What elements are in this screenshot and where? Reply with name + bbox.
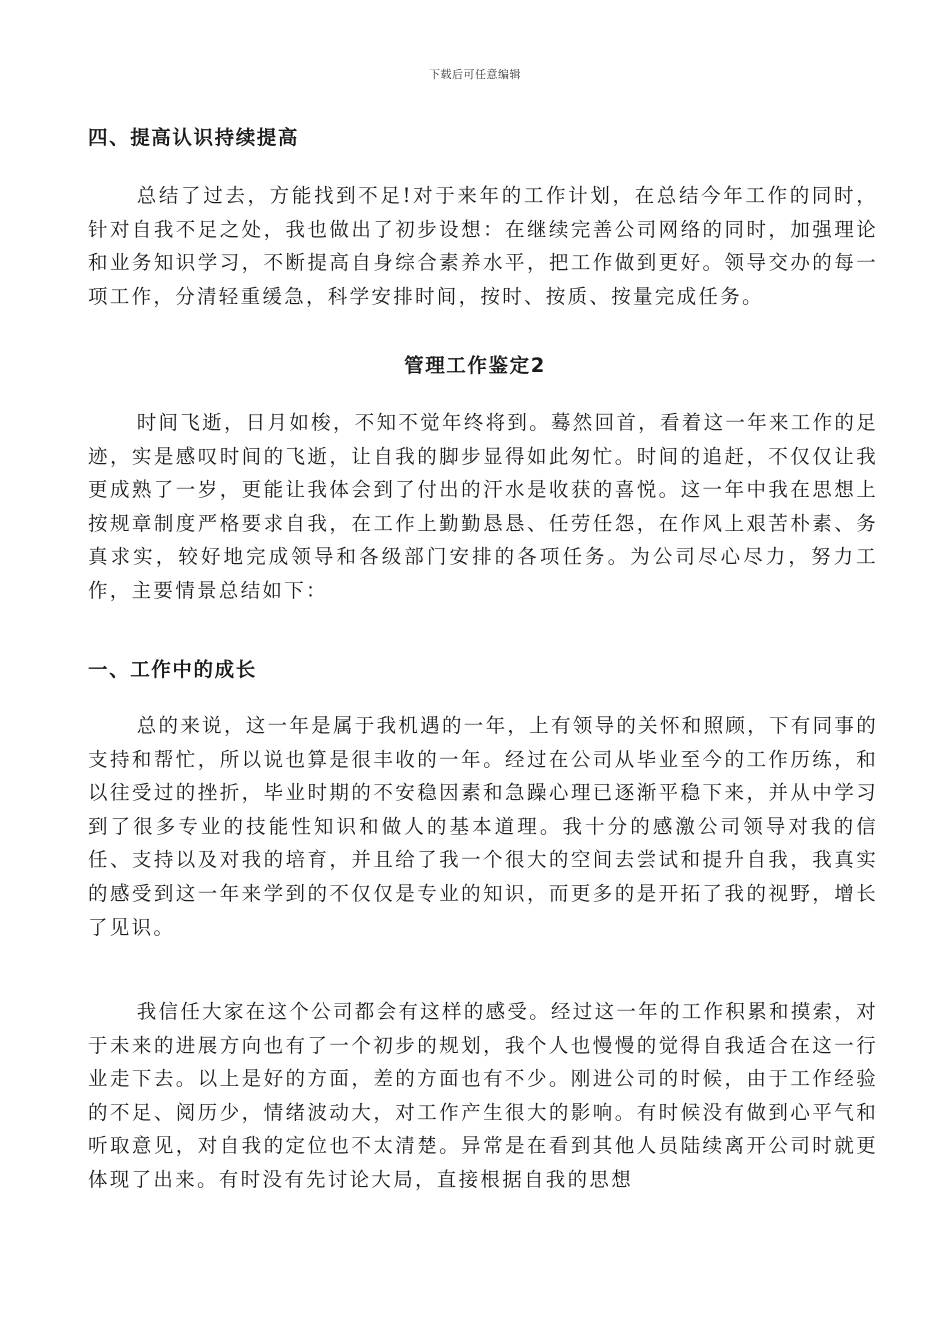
section-1-paragraph-1: 总的来说，这一年是属于我机遇的一年，上有领导的关怀和照顾，下有同事的支持和帮忙，所以说也算是很丰收的一年。经过在公司从毕业至今的工作历练，和以往受过的挫折，毕业时期的不安稳因素和急躁心理已逐渐平稳下来，并从中学习到了很多专业的技能性知识和做人的基本道理。我十分的感激公司领导对我的信任、支持以及对我的培育，并且给了我一个很大的空间去尝试和提升自我，我真实的感受到这一年来学到的不仅仅是专业的知识，而更多的是开拓了我的视野，增长了见识。 [88,714,878,939]
section-4-paragraph: 总结了过去，方能找到不足!对于来年的工作计划，在总结今年工作的同时，针对自我不足之处，我也做出了初步设想：在继续完善公司网络的同时，加强理论和业务知识学习，不断提高自身综合素养水平，把工作做到更好。领导交办的每一项工作，分清轻重缓急，科学安排时间，按时、按质、按量完成任务。 [88,184,878,308]
document-title: 管理工作鉴定2 [404,354,546,377]
section-4-heading: 四、提高认识持续提高 [88,126,300,149]
section-1-heading: 一、工作中的成长 [88,658,257,681]
page-header-note: 下载后可任意编辑 [429,68,521,81]
section-1-paragraph-2: 我信任大家在这个公司都会有这样的感受。经过这一年的工作积累和摸索，对于未来的进展方向也有了一个初步的规划，我个人也慢慢的觉得自我适合在这一行业走下去。以上是好的方面，差的方面也有不少。刚进公司的时候，由于工作经验的不足、阅历少，情绪波动大，对工作产生很大的影响。有时候没有做到心平气和听取意见，对自我的定位也不太清楚。异常是在看到其他人员陆续离开公司时就更体现了出来。有时没有先讨论大局，直接根据自我的思想 [88,1000,878,1191]
intro-paragraph: 时间飞逝，日月如梭，不知不觉年终将到。蓦然回首，看着这一年来工作的足迹，实是感叹时间的飞逝，让自我的脚步显得如此匆忙。时间的追赶，不仅仅让我更成熟了一岁，更能让我体会到了付出的汗水是收获的喜悦。这一年中我在思想上按规章制度严格要求自我，在工作上勤勤恳恳、任劳任怨，在作风上艰苦朴素、务真求实，较好地完成领导和各级部门安排的各项任务。为公司尽心尽力，努力工作，主要情景总结如下： [88,411,878,602]
